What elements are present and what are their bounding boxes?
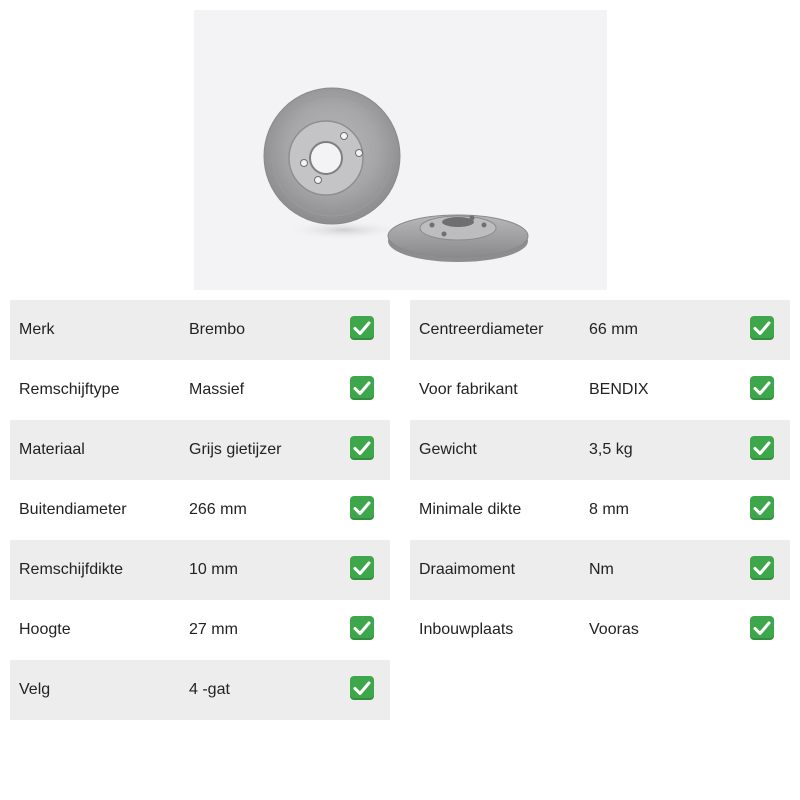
spec-row — [10, 660, 390, 720]
spec-row — [410, 480, 790, 540]
spec-value: 266 mm — [189, 501, 247, 518]
spec-value: Nm — [589, 561, 614, 578]
spec-row — [10, 540, 390, 600]
spec-value: BENDIX — [589, 381, 649, 398]
spec-value: 8 mm — [589, 501, 629, 518]
spec-table-left — [10, 300, 390, 720]
spec-value: Vooras — [589, 621, 639, 638]
spec-label: Hoogte — [19, 621, 71, 638]
check-mark-icon — [750, 316, 774, 340]
brake-disc-pair-icon — [194, 10, 607, 290]
spec-value: Brembo — [189, 321, 246, 338]
spec-row — [410, 360, 790, 420]
spec-value: 3,5 kg — [589, 441, 633, 458]
check-mark-icon — [750, 496, 774, 520]
spec-label: Merk — [19, 321, 55, 338]
check-mark-icon — [350, 556, 374, 580]
spec-label: Materiaal — [19, 441, 85, 458]
spec-row — [10, 600, 390, 660]
spec-label: Centreerdiameter — [419, 321, 544, 338]
spec-row — [410, 300, 790, 360]
check-mark-icon — [750, 436, 774, 460]
spec-row — [10, 300, 390, 360]
check-mark-icon — [350, 616, 374, 640]
spec-label: Velg — [19, 681, 51, 698]
spec-value: 66 mm — [589, 321, 638, 338]
spec-label: Draaimoment — [419, 561, 516, 578]
check-mark-icon — [350, 436, 374, 460]
spec-row — [10, 480, 390, 540]
spec-label: Remschijfdikte — [19, 561, 124, 578]
spec-value: 27 mm — [189, 621, 238, 638]
check-mark-icon — [350, 496, 374, 520]
spec-value: 10 mm — [189, 561, 238, 578]
check-mark-icon — [750, 616, 774, 640]
spec-label: Buitendiameter — [19, 501, 127, 518]
product-image — [194, 10, 607, 290]
check-mark-icon — [350, 676, 374, 700]
spec-label: Gewicht — [419, 441, 477, 458]
spec-row — [410, 540, 790, 600]
spec-label: Remschijftype — [19, 381, 120, 398]
spec-row — [10, 420, 390, 480]
spec-table-right — [410, 300, 790, 660]
check-mark-icon — [750, 376, 774, 400]
spec-label: Minimale dikte — [419, 501, 522, 518]
spec-row — [410, 600, 790, 660]
spec-row — [410, 420, 790, 480]
spec-value: Massief — [189, 381, 245, 398]
check-mark-icon — [350, 376, 374, 400]
spec-value: Grijs gietijzer — [189, 441, 282, 458]
spec-value: 4 -gat — [189, 681, 230, 698]
spec-label: Inbouwplaats — [419, 621, 514, 638]
spec-row — [10, 360, 390, 420]
check-mark-icon — [750, 556, 774, 580]
check-mark-icon — [350, 316, 374, 340]
spec-label: Voor fabrikant — [419, 381, 518, 398]
